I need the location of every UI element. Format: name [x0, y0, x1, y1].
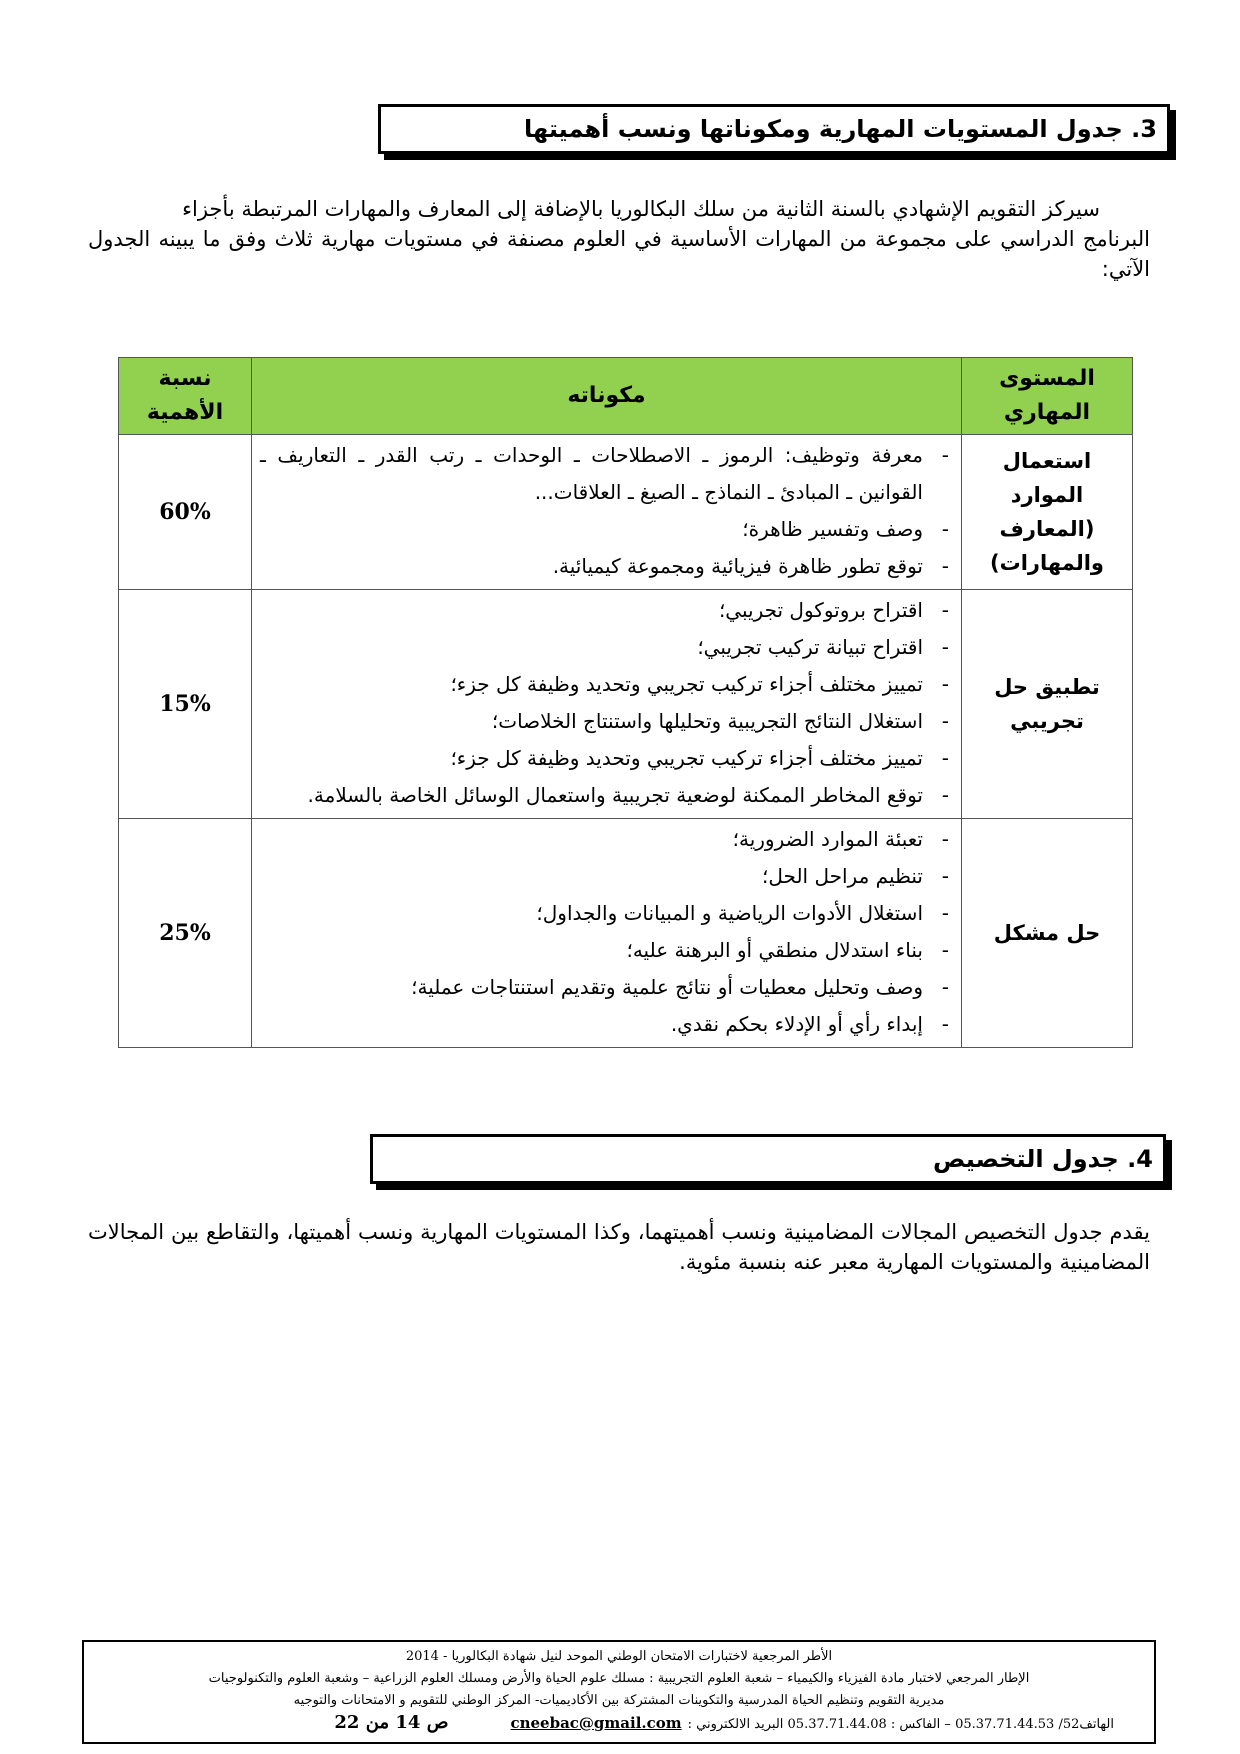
intro-line-1: سيركز التقويم الإشهادي بالسنة الثانية من سلك البكالوريا بالإضافة إلى المعارف والمهارات المرتبطة بأجزاء — [182, 197, 1100, 221]
footer-line-2: الإطار المرجعي لاختبار مادة الفيزياء والكيمياء – شعبة العلوم التجريبية : مسلك علوم الحياة والأرض ومسلك العلوم الزراعية – وشعبة العلوم والتكنولوجيات — [208, 1671, 1030, 1686]
components-cell — [252, 819, 962, 1048]
section-4-title: 4. جدول التخصيص — [933, 1145, 1153, 1173]
intro-paragraph — [88, 194, 1150, 284]
allocation-paragraph: يقدم جدول التخصيص المجالات المضامينية ونسب أهميتهما، وكذا المستويات المهارية ونسب أهميتها، والتقاطع بين المجالات المضامينية والمستويات المهارية معبر عنه بنسبة مئوية. — [88, 1220, 1150, 1274]
list-item: - استغلال النتائج التجريبية وتحليلها واستنتاج الخلاصات؛ — [491, 709, 949, 733]
weight-cell: 60% — [119, 435, 252, 590]
list-item: - تمييز مختلف أجزاء تركيب تجريبي وتحديد وظيفة كل جزء؛ — [450, 672, 949, 696]
header-components: مكوناته — [252, 358, 962, 435]
level-cell: استعمال الموارد (المعارف والمهارات) — [962, 435, 1133, 590]
page-footer — [82, 1640, 1156, 1744]
components-cell — [252, 435, 962, 590]
list-item: - تعبئة الموارد الضرورية؛ — [732, 827, 949, 851]
list-item: - إبداء رأي أو الإدلاء بحكم نقدي. — [670, 1012, 949, 1036]
header-level: المستوى المهاري — [962, 358, 1133, 435]
weight-cell: 15% — [119, 590, 252, 819]
list-item: - توقع تطور ظاهرة فيزيائية ومجموعة كيميائية. — [552, 554, 949, 578]
list-item: - توقع المخاطر الممكنة لوضعية تجريبية واستعمال الوسائل الخاصة بالسلامة. — [307, 783, 949, 807]
footer-contact-text: الهاتف52/ 05.37.71.44.53 – الفاكس : 05.37.71.44.08 البريد الالكتروني : — [687, 1717, 1114, 1732]
table-row — [119, 590, 1133, 819]
level-cell: تطبيق حل تجريبي — [962, 590, 1133, 819]
list-item: - اقتراح تبيانة تركيب تجريبي؛ — [697, 635, 949, 659]
header-weight: نسبة الأهمية — [119, 358, 252, 435]
list-item: - بناء استدلال منطقي أو البرهنة عليه؛ — [626, 938, 949, 962]
skill-levels-table — [118, 357, 1133, 1048]
section-4-heading-box — [370, 1134, 1166, 1184]
page-number: ص 14 من 22 — [334, 1712, 449, 1733]
footer-email-link[interactable]: cneebac@gmail.com — [510, 1714, 682, 1732]
footer-line-3: مديرية التقويم وتنظيم الحياة المدرسية والتكوينات المشتركة بين الأكاديميات- المركز الوطني للتقويم و الامتحانات والتوجيه — [293, 1693, 945, 1708]
section-3-heading-box — [378, 104, 1170, 154]
footer-line-1: الأطر المرجعية لاختبارات الامتحان الوطني الموحد لنيل شهادة البكالوريا - 2014 — [405, 1649, 833, 1664]
components-cell — [252, 590, 962, 819]
list-item: - اقتراح بروتوكول تجريبي؛ — [718, 598, 949, 622]
table-header-row — [119, 358, 1133, 435]
section-3-title: 3. جدول المستويات المهارية ومكوناتها ونسب أهميتها — [524, 115, 1157, 143]
level-cell: حل مشكل — [962, 819, 1133, 1048]
footer-contact — [84, 1712, 1154, 1736]
intro-line-2: البرنامج الدراسي على مجموعة من المهارات الأساسية في العلوم مصنفة في مستويات مهارية ثلاث وفق ما يبينه الجدول الآتي: — [88, 227, 1150, 281]
list-item: - تمييز مختلف أجزاء تركيب تجريبي وتحديد وظيفة كل جزء؛ — [450, 746, 949, 770]
table-row — [119, 819, 1133, 1048]
table-row — [119, 435, 1133, 590]
list-item: - استغلال الأدوات الرياضية و المبيانات والجداول؛ — [536, 901, 949, 925]
list-item: - وصف وتحليل معطيات أو نتائج علمية وتقديم استنتاجات عملية؛ — [411, 975, 949, 999]
list-item: - وصف وتفسير ظاهرة؛ — [742, 517, 949, 541]
weight-cell: 25% — [119, 819, 252, 1048]
list-item: - تنظيم مراحل الحل؛ — [762, 864, 949, 888]
list-item: - معرفة وتوظيف: الرموز ـ الاصطلاحات ـ الوحدات ـ رتب القدر ـ التعاريف ـ القوانين ـ المبادئ ـ النماذج ـ الصيغ ـ العلاقات... — [260, 443, 949, 504]
